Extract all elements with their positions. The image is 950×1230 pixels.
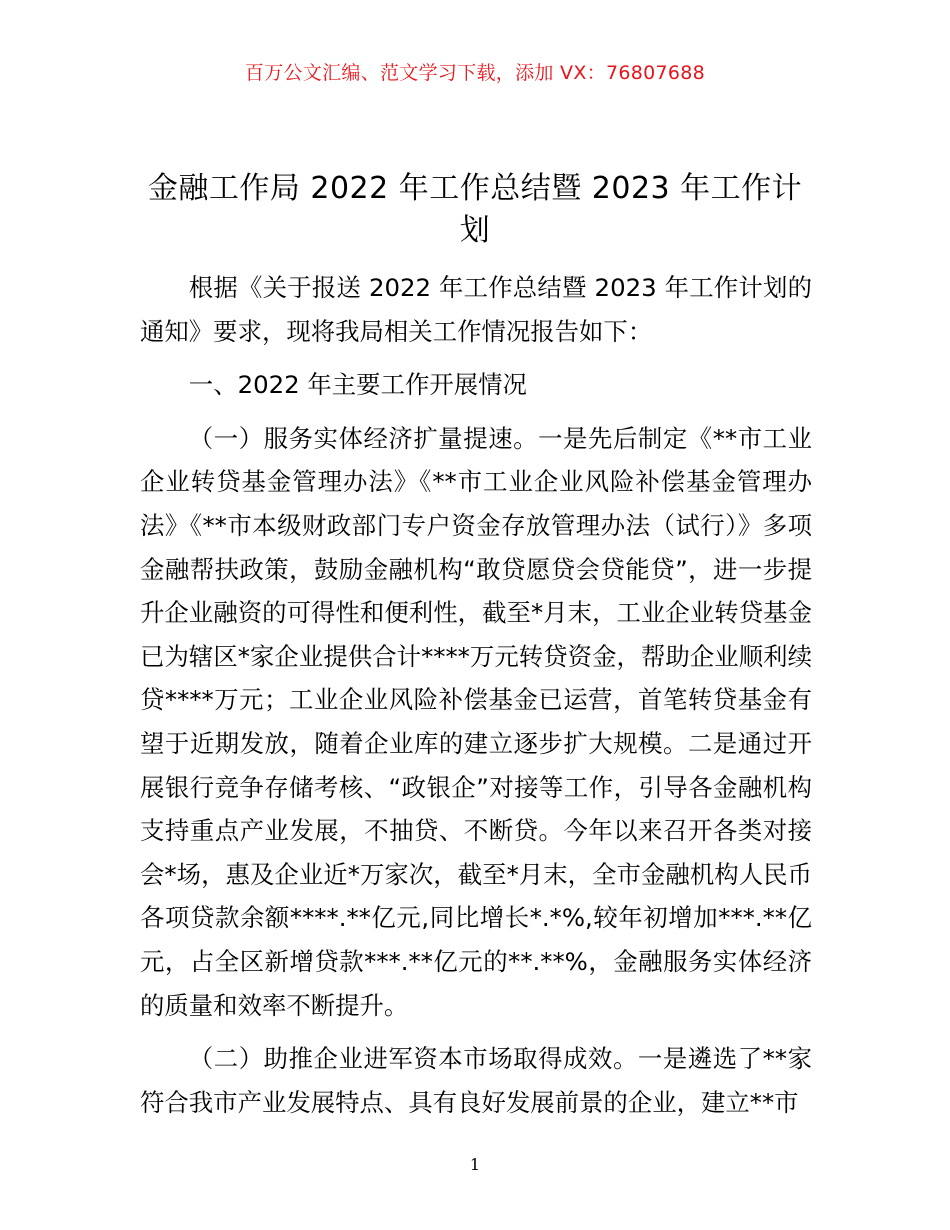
document-body [140,266,812,1134]
intro-paragraph: 根据《关于报送 2022 年工作总结暨 2023 年工作计划的通知》要求，现将我局相关工作情况报告如下： [140,273,812,346]
watermark-header-note: 百万公文汇编、范文学习下载，添加 VX：76807688 [244,62,706,84]
document-title: 金融工作局 2022 年工作总结暨 2023 年工作计划 [147,171,803,248]
body-paragraph: （一）服务实体经济扩量提速。一是先后制定《**市工业企业转贷基金管理办法》《**市工业企业风险补偿基金管理办法》《**市本级财政部门专户资金存放管理办法（试行）》多项金融帮扶政策，鼓励金融机构“敢贷愿贷会贷能贷”，进一步提升企业融资的可得性和便利性，截至*月末，工业企业转贷基金已为辖区*家企业提供合计****万元转贷资金，帮助企业顺利续贷****万元；工业企业风险补偿基金已运营，首笔转贷基金有望于近期发放，随着企业库的建立逐步扩大规模。二是通过开展银行竞争存储考核、“政银企”对接等工作，引导各金融机构支持重点产业发展，不抽贷、不断贷。今年以来召开各类对接会*场，惠及企业近*万家次，截至*月末，全市金融机构人民币各项贷款余额****.**亿元,同比增长*.*%,较年初增加***.**亿元，占全区新增贷款***.**亿元的**.**%，金融服务实体经济的质量和效率不断提升。 [140,423,812,1020]
page-number: 1 [469,1155,481,1174]
section-heading: 一、2022 年主要工作开展情况 [188,370,527,400]
body-paragraph: （二）助推企业进军资本市场取得成效。一是遴选了**家符合我市产业发展特点、具有良好发展前景的企业，建立**市 [140,1044,812,1117]
